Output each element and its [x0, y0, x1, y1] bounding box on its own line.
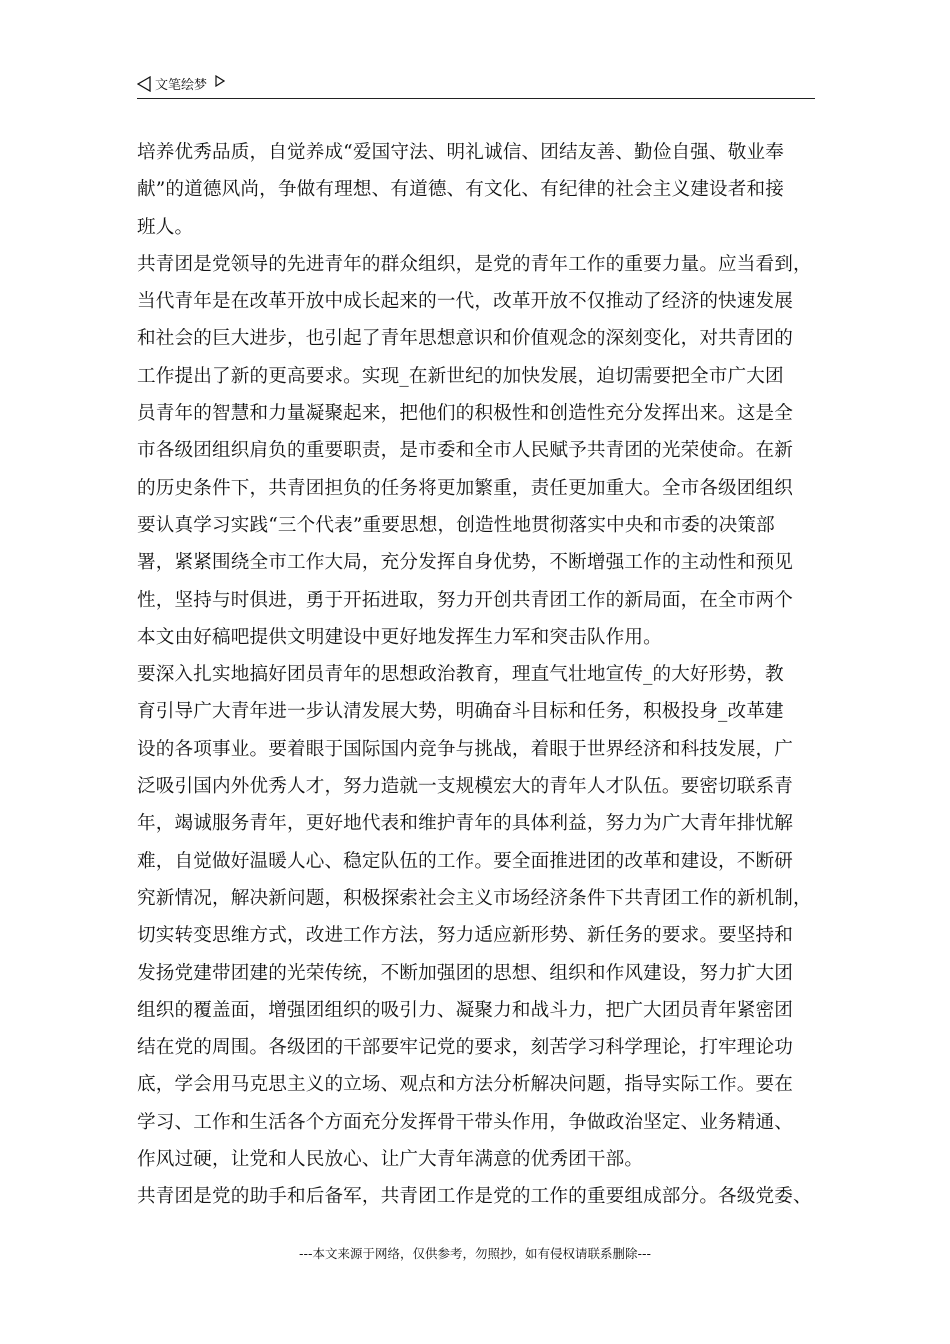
text-line: 署，紧紧围绕全市工作大局，充分发挥自身优势，不断增强工作的主动性和预见 [137, 552, 794, 574]
text-line: 本文由好稿吧提供文明建设中更好地发挥生力军和突击队作用。 [137, 626, 662, 648]
text-line: 班人。 [137, 216, 194, 238]
header-brand-group [137, 74, 225, 93]
text-line: 要深入扎实地搞好团员青年的思想政治教育，理直气壮地宣传_的大好形势，教 [137, 664, 784, 686]
text-line: 要认真学习实践“三个代表”重要思想，创造性地贯彻落实中央和市委的决策部 [137, 514, 775, 536]
text-line: 究新情况，解决新问题，积极探索社会主义市场经济条件下共青团工作的新机制， [137, 887, 812, 909]
text-line: 和社会的巨大进步，也引起了青年思想意识和价值观念的深刻变化，对共青团的 [137, 328, 794, 350]
text-line: 组织的覆盖面，增强团组织的吸引力、凝聚力和战斗力，把广大团员青年紧密团 [137, 999, 794, 1021]
text-line: 共青团是党领导的先进青年的群众组织，是党的青年工作的重要力量。应当看到， [137, 253, 812, 275]
text-line: 泛吸引国内外优秀人才，努力造就一支规模宏大的青年人才队伍。要密切联系青 [137, 776, 794, 798]
page-footer: ---本文来源于网络，仅供参考，勿照抄，如有侵权请联系删除--- [298, 1246, 652, 1261]
text-line: 结在党的周围。各级团的干部要牢记党的要求，刻苦学习科学理论，打牢理论功 [137, 1037, 794, 1059]
text-line: 员青年的智慧和力量凝聚起来，把他们的积极性和创造性充分发挥出来。这是全 [137, 403, 794, 425]
page-header [137, 72, 815, 99]
text-line: 发扬党建带团建的光荣传统，不断加强团的思想、组织和作风建设，努力扩大团 [137, 962, 794, 984]
text-line: 工作提出了新的更高要求。实现_在新世纪的加快发展，迫切需要把全市广大团 [137, 365, 784, 387]
text-line: 作风过硬，让党和人民放心、让广大青年满意的优秀团干部。 [137, 1149, 644, 1171]
text-line: 底，学会用马克思主义的立场、观点和方法分析解决问题，指导实际工作。要在 [137, 1074, 794, 1096]
text-line: 切实转变思维方式，改进工作方法，努力适应新形势、新任务的要求。要坚持和 [137, 925, 794, 947]
text-line: 献”的道德风尚，争做有理想、有道德、有文化、有纪律的社会主义建设者和接 [137, 179, 784, 201]
document-body [137, 134, 827, 1216]
text-line: 当代青年是在改革开放中成长起来的一代，改革开放不仅推动了经济的快速发展 [137, 291, 794, 313]
text-line: 育引导广大青年进一步认清发展大势，明确奋斗目标和任务，积极投身_改革建 [137, 701, 784, 723]
text-line: 性，坚持与时俱进，勇于开拓进取，努力开创共青团工作的新局面，在全市两个 [137, 589, 794, 611]
text-line: 难，自觉做好温暖人心、稳定队伍的工作。要全面推进团的改革和建设，不断研 [137, 850, 794, 872]
text-line: 共青团是党的助手和后备军，共青团工作是党的工作的重要组成部分。各级党委、 [137, 1186, 812, 1208]
header-brand: 文笔绘梦 [155, 78, 208, 93]
text-line: 培养优秀品质，自觉养成“爱国守法、明礼诚信、团结友善、勤俭自强、敬业奉 [137, 142, 784, 163]
text-line: 设的各项事业。要着眼于国际国内竞争与挑战，着眼于世界经济和科技发展，广 [137, 738, 794, 760]
text-line: 的历史条件下，共青团担负的任务将更加繁重，责任更加重大。全市各级团组织 [137, 477, 794, 499]
text-line: 市各级团组织肩负的重要职责，是市委和全市人民赋予共青团的光荣使命。在新 [137, 440, 794, 462]
triangle-right-icon [215, 75, 225, 87]
text-line: 年，竭诚服务青年，更好地代表和维护青年的具体利益，努力为广大青年排忧解 [137, 813, 794, 835]
text-line: 学习、工作和生活各个方面充分发挥骨干带头作用，争做政治坚定、业务精通、 [137, 1111, 794, 1133]
triangle-left-icon [137, 76, 151, 92]
